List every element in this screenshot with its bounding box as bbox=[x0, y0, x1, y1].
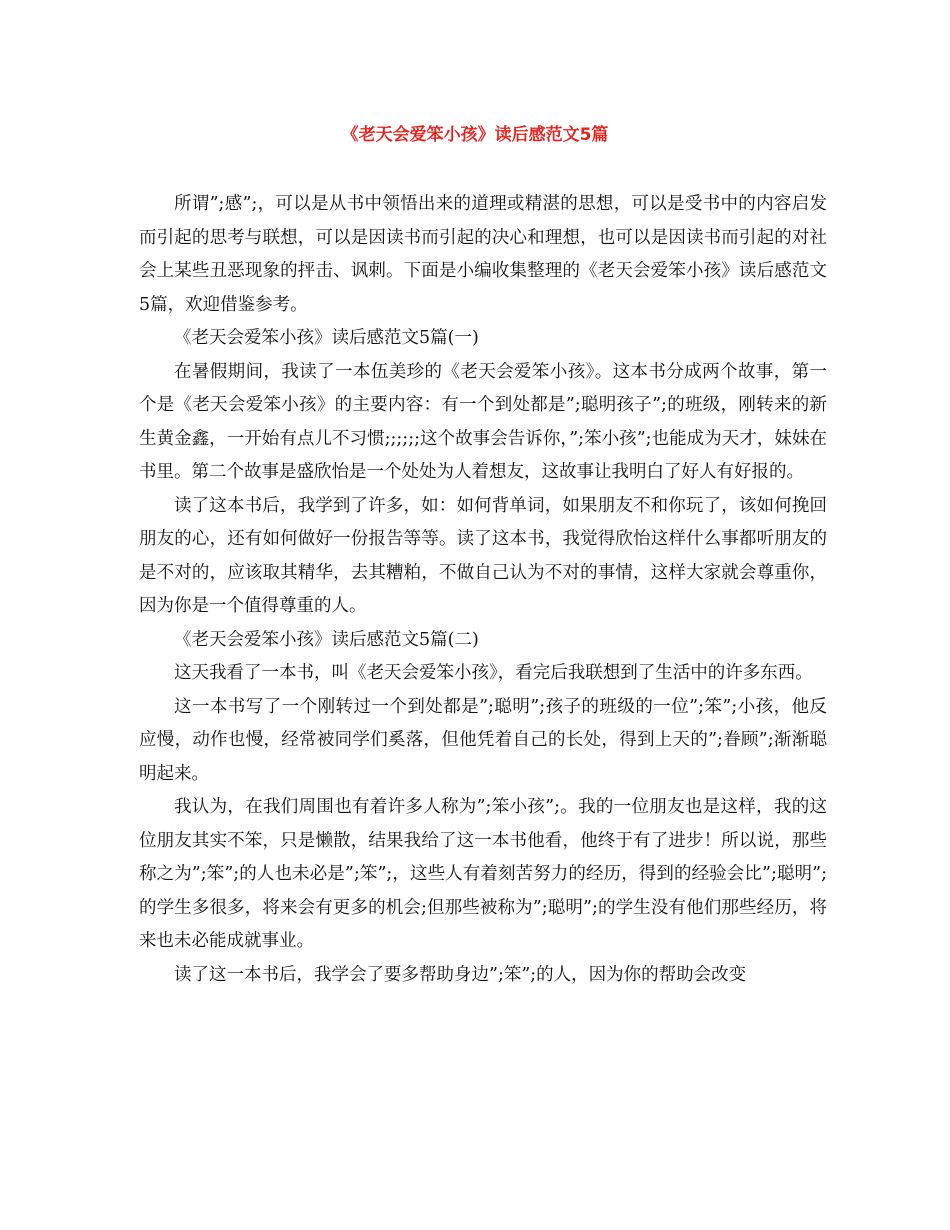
section-heading-1: 《老天会爱笨小孩》读后感范文5篇(一) bbox=[174, 328, 479, 348]
paragraph: 我认为，在我们周围也有着许多人称为”;笨小孩”;。我的一位朋友也是这样，我的这位朋友其实不笨，只是懒散，结果我给了这一本书他看，他终于有了进步！所以说，那些称之为”;笨”;的人也未必是”;笨”;，这些人有着刻苦努力的经历，得到的经验会比”;聪明”;的学生多很多，将来会有更多的机会;但那些被称为”;聪明”;的学生没有他们那些经历，将来也未必能成就事业。 bbox=[139, 797, 827, 951]
paragraph: 读了这本书后，我学到了许多，如：如何背单词，如果朋友不和你玩了，该如何挽回朋友的心，还有如何做好一份报告等等。读了这本书，我觉得欣怡这样什么事都听朋友的是不对的，应该取其精华，去其糟粕，不做自己认为不对的事情，这样大家就会尊重你，因为你是一个值得尊重的人。 bbox=[139, 495, 827, 616]
section-heading-2: 《老天会爱笨小孩》读后感范文5篇(二) bbox=[174, 629, 479, 650]
paragraph: 在暑假期间，我读了一本伍美珍的《老天会爱笨小孩》。这本书分成两个故事，第一个是《老天会爱笨小孩》的主要内容：有一个到处都是”;聪明孩子”;的班级，刚转来的新生黄金鑫，一开始有点儿不习惯;;;;;;这个故事会告诉你，”;笨小孩”;也能成为天才，妹妹在书里。第二个故事是盛欣怡是一个处处为人着想友，这故事让我明白了好人有好报的。 bbox=[139, 361, 827, 482]
paragraph-intro: 所谓”;感”;，可以是从书中领悟出来的道理或精湛的思想，可以是受书中的内容启发而引起的思考与联想，可以是因读书而引起的决心和理想，也可以是因读书而引起的对社会上某些丑恶现象的抨击、讽刺。下面是小编收集整理的《老天会爱笨小孩》读后感范文5篇，欢迎借鉴参考。 bbox=[139, 194, 827, 315]
paragraph: 这天我看了一本书，叫《老天会爱笨小孩》，看完后我联想到了生活中的许多东西。 bbox=[174, 663, 813, 683]
paragraph: 读了这一本书后，我学会了要多帮助身边”;笨”;的人，因为你的帮助会改变 bbox=[174, 964, 747, 985]
document-body bbox=[139, 188, 827, 992]
document-title: 《老天会爱笨小孩》读后感范文5篇 bbox=[341, 125, 609, 145]
paragraph: 这一本书写了一个刚转过一个到处都是”;聪明”;孩子的班级的一位”;笨”;小孩，他反应慢，动作也慢，经常被同学们奚落，但他凭着自己的长处，得到上天的”;眷顾”;渐渐聪明起来。 bbox=[139, 696, 827, 784]
